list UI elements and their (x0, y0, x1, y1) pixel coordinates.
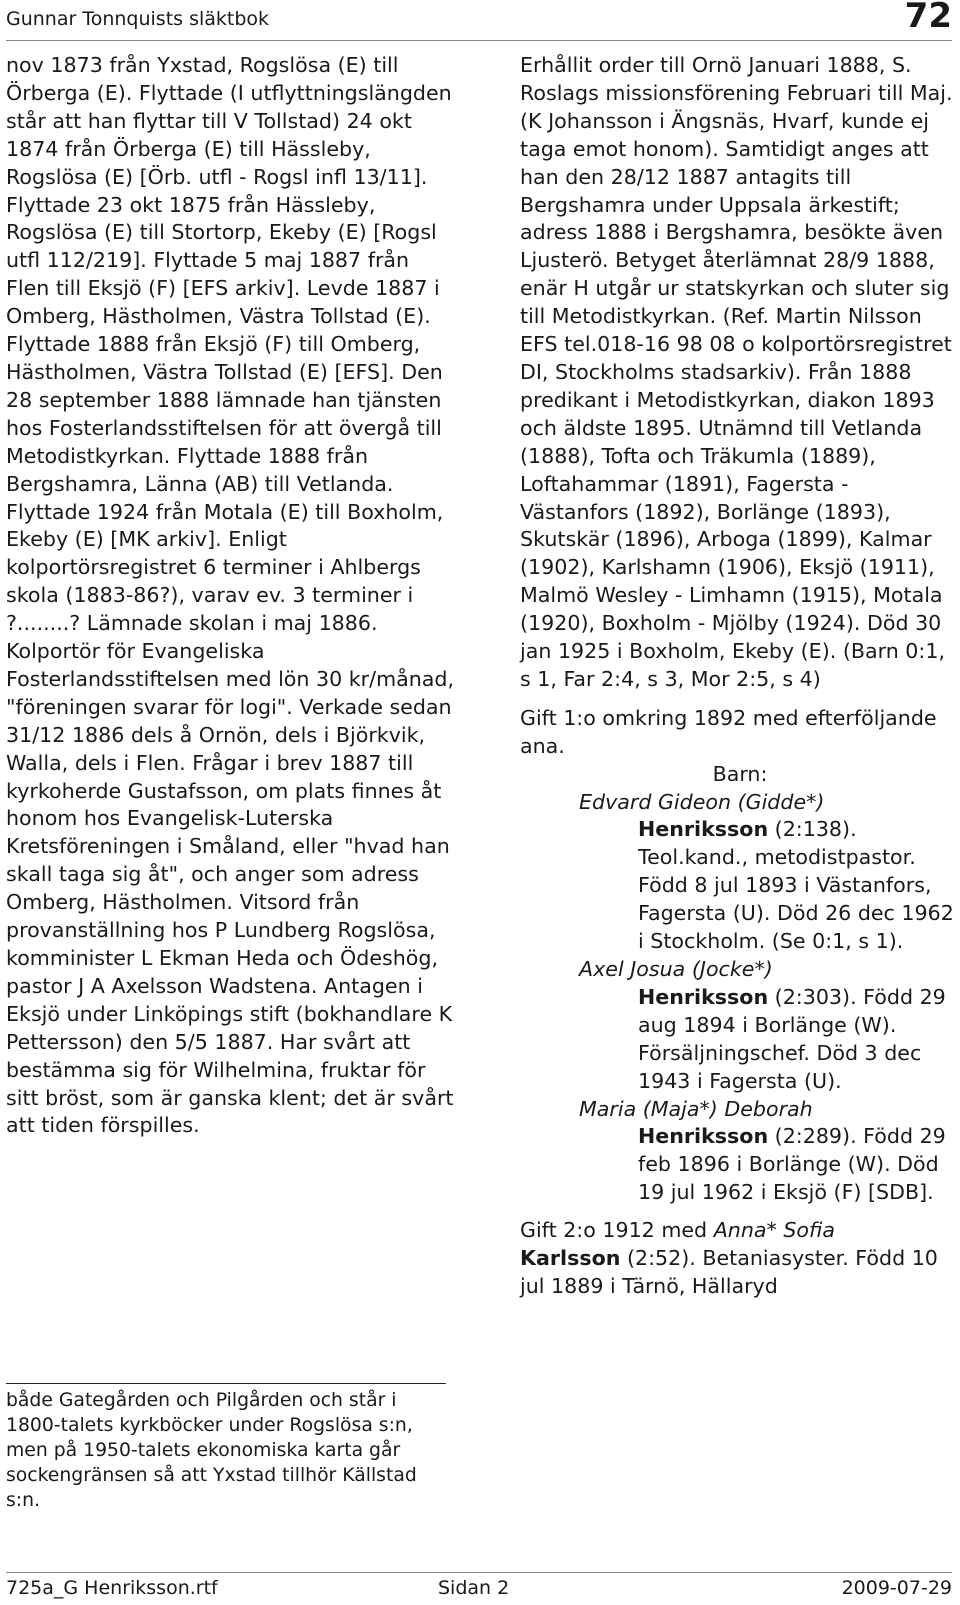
footnote-divider (6, 1383, 446, 1384)
marriage-2-details: (2:52). Betaniasyster. Född 10 jul 1889 i Tärnö, Hällaryd (520, 1246, 938, 1298)
spouse-given-name: Anna* Sofia (713, 1218, 835, 1243)
marriage-2-prefix: Gift 2:o 1912 med (520, 1218, 714, 1243)
child-name: Edvard Gideon (Gidde*) (579, 789, 825, 814)
child-name: Axel Josua (Jocke*) (579, 957, 773, 981)
child-entry (520, 1096, 960, 1208)
child-entry (520, 956, 960, 1096)
right-body-text: Erhållit order till Ornö Januari 1888, S. Roslags missionsförening Februari till Maj. (K Johansson i Ängsnäs, Hvarf, kunde ej taga emot honom). Samtidigt anges att han den 28/12 1887 antagits till Bergshamra under Uppsala ärkestift; adress 1888 i Bergshamra, besökte även Ljusterö. Betyget återlämnat 28/9 1888, enär H utgår ur statskyrkan och sluter sig till Metodistkyrkan. (Ref. Martin Nilsson EFS tel.018-16 98 08 o kolportörsregistret DI, Stockholms stadsarkiv). Från 1888 predikant i Metodistkyrkan, diakon 1893 och äldste 1895. Utnämnd till Vetlanda (1888), Tofta och Träkumla (1889), Loftahammar (1891), Fagersta - Västanfors (1892), Borlänge (1893), Skutskär (1896), Arboga (1899), Kalmar (1902), Karlshamn (1906), Eksjö (1911), Malmö Wesley - Limhamn (1915), Motala (1920), Boxholm - Mjölby (1924). Död 30 jan 1925 i Boxholm, Ekeby (E). (Barn 0:1, s 1, Far 2:4, s 3, Mor 2:5, s 4) (520, 53, 953, 691)
page-number: 72 (904, 0, 952, 36)
child-info: (2:138). Teol.kand., metodistpastor. Född 8 jul 1893 i Västanfors, Fagersta (U). Död 26 dec 1962 i Stockholm. (Se 0:1, s 1). (638, 817, 954, 954)
footer-filename: 725a_G Henriksson.rtf (6, 1577, 218, 1599)
footnote: både Gategården och Pilgården och står i 1800-talets kyrkböcker under Rogslösa s:n, men på 1950-talets ekonomiska karta går sockengränsen så att Yxstad tillhör Källstad s:n. (6, 1390, 417, 1511)
child-surname: Henriksson (638, 817, 769, 842)
child-name: Maria (Maja*) Deborah (579, 1096, 813, 1121)
child-details (638, 816, 960, 956)
footer-date: 2009-07-29 (841, 1577, 952, 1599)
page-footer (6, 1572, 952, 1605)
left-column (6, 52, 456, 1140)
right-column (520, 52, 960, 1301)
marriage-1: Gift 1:o omkring 1892 med efterföljande ana. (520, 705, 937, 758)
child-details (638, 984, 960, 1096)
children-heading: Barn: (712, 761, 768, 786)
child-surname: Henriksson (638, 984, 769, 1009)
child-entry (520, 789, 960, 956)
child-info: (2:289). Född 29 feb 1896 i Borlänge (W). Död 19 jul 1962 i Eksjö (F) [SDB]. (638, 1124, 946, 1205)
spouse-surname: Karlsson (520, 1246, 621, 1271)
footer-page: Sidan 2 (438, 1577, 510, 1599)
child-details (638, 1123, 960, 1207)
child-info: (2:303). Född 29 aug 1894 i Borlänge (W). Försäljningschef. Död 3 dec 1943 i Fagersta (U). (638, 984, 946, 1093)
child-surname: Henriksson (638, 1124, 769, 1149)
page-header (6, 0, 952, 41)
book-title: Gunnar Tonnquists släktbok (6, 8, 270, 30)
marriage-2 (520, 1217, 960, 1301)
left-body-text: nov 1873 från Yxstad, Rogslösa (E) till Örberga (E). Flyttade (I utflyttningslängden står att han flyttar till V Tollstad) 24 okt 1874 från Örberga (E) till Hässleby, Rogslösa (E) [Örb. utfl - Rogsl infl 13/11]. Flyttade 23 okt 1875 från Hässleby, Rogslösa (E) till Stortorp, Ekeby (E) [Rogsl utfl 112/219]. Flyttade 5 maj 1887 från Flen till Eksjö (F) [EFS arkiv]. Levde 1887 i Omberg, Hästholmen, Västra Tollstad (E). Flyttade 1888 från Eksjö (F) till Omberg, Hästholmen, Västra Tollstad (E) [EFS]. Den 28 september 1888 lämnade han tjänsten hos Fosterlandsstiftelsen för att övergå till Metodistkyrkan. Flyttade 1888 från Bergshamra, Länna (AB) till Vetlanda. Flyttade 1924 från Motala (E) till Boxholm, Ekeby (E) [MK arkiv]. Enligt kolportörsregistret 6 terminer i Ahlbergs skola (1883-86?), varav ev. 3 terminer i ?........? Lämnade skolan i maj 1886. Kolportör för Evangeliska Fosterlandsstiftelsen med lön 30 kr/månad, "föreningen svarar för logi". Verkade sedan 31/12 1886 dels å Ornön, dels i Björkvik, Walla, dels i Flen. Frågar i brev 1887 till kyrkoherde Gustafsson, om plats finnes åt honom hos Evangelisk-Luterska Kretsföreningen i Småland, eller "hvad han skall taga sig åt", och anger som adress Omberg, Hästholmen. Vitsord från provanställning hos P Lundberg Rogslösa, komminister L Ekman Heda och Ödeshög, pastor J A Axelsson Wadstena. Antagen i Eksjö under Linköpings stift (bokhandlare K Pettersson) den 5/5 1887. Har svårt att bestämma sig för Wilhelmina, fruktar för sitt bröst, som är ganska klent; det är svårt att tiden förspilles. (6, 53, 455, 1138)
